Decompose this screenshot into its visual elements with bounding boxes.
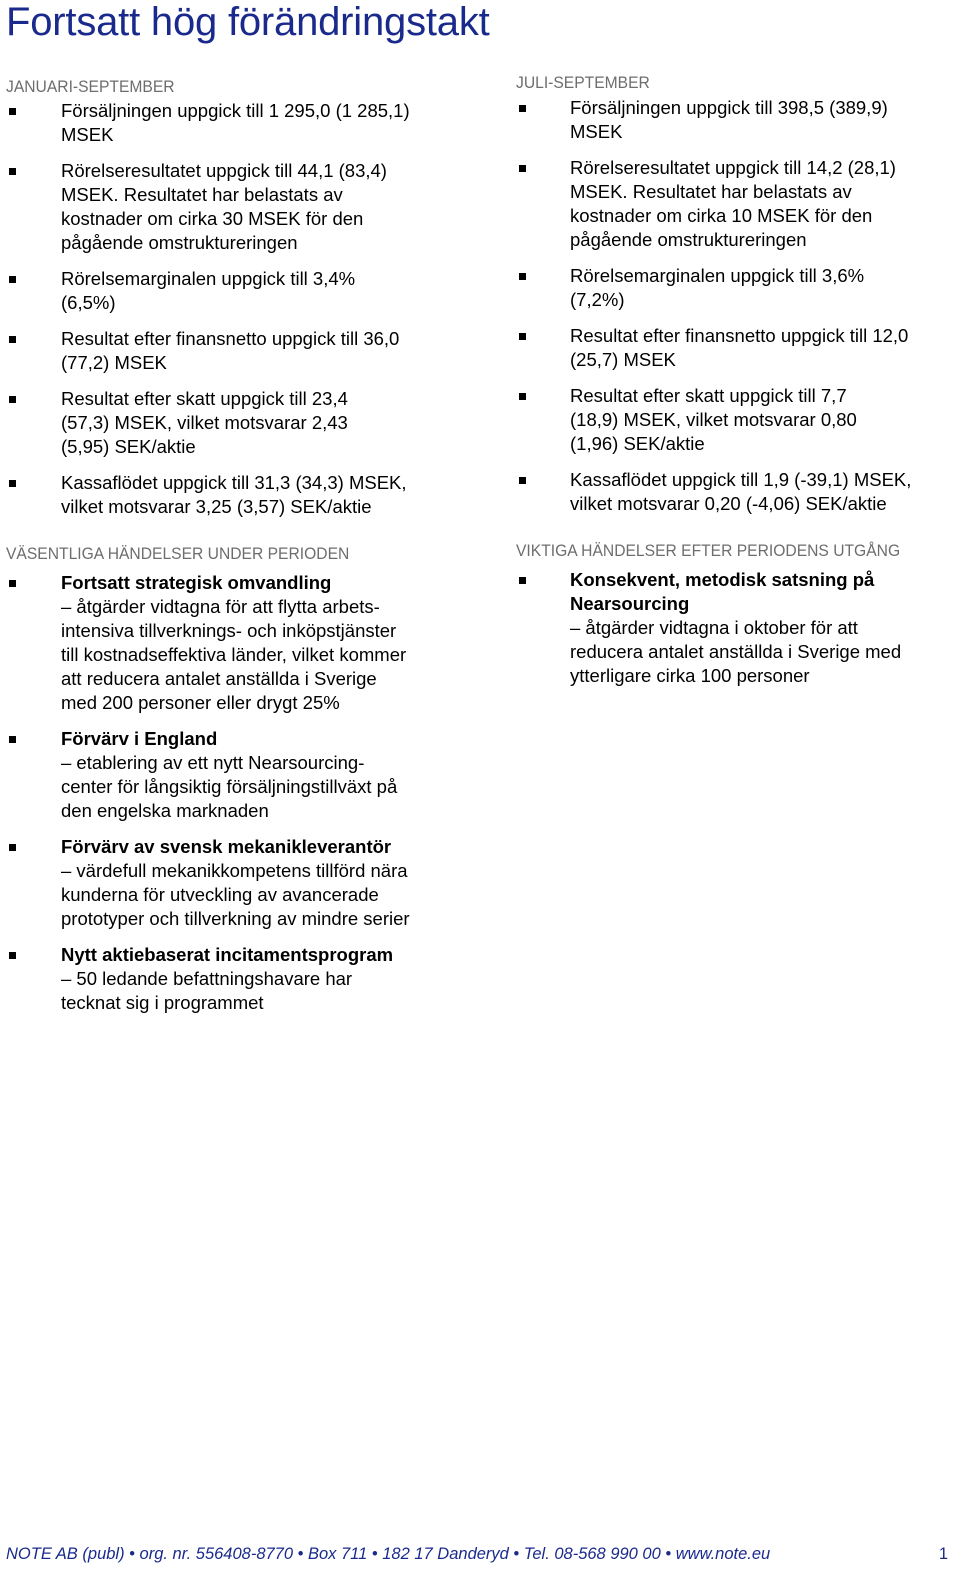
list-item-text: (6,5%) [61, 292, 116, 313]
square-bullet-icon [9, 952, 16, 959]
list-item [6, 471, 466, 519]
section-heading-after-period: VIKTIGA HÄNDELSER EFTER PERIODENS UTGÅNG [516, 541, 901, 560]
list-item-text: MSEK. Resultatet har belastats av [61, 184, 343, 205]
list-item [516, 324, 960, 372]
list-item-text: (77,2) MSEK [61, 352, 167, 373]
square-bullet-icon [519, 165, 526, 172]
event-description-line: – åtgärder vidtagna för att flytta arbets- [61, 596, 380, 617]
list-item-text: Kassaflödet uppgick till 31,3 (34,3) MSEK, [61, 472, 407, 493]
list-item-text: pågående omstruktureringen [570, 229, 807, 250]
page-title: Fortsatt hög förändringstakt [6, 0, 490, 44]
event-title: Fortsatt strategisk omvandling [61, 572, 332, 593]
event-item [6, 571, 466, 715]
list-item-text: (57,3) MSEK, vilket motsvarar 2,43 [61, 412, 348, 433]
square-bullet-icon [9, 396, 16, 403]
list-item [516, 384, 960, 456]
list-item-text: MSEK [570, 121, 623, 142]
list-item-text: MSEK [61, 124, 114, 145]
list-item-text: Resultat efter finansnetto uppgick till 12,0 [570, 325, 909, 346]
event-item [6, 943, 466, 1015]
section-heading-events: VÄSENTLIGA HÄNDELSER UNDER PERIODEN [6, 544, 350, 563]
key-figures-list-jan-sep [6, 99, 466, 519]
list-item-text: MSEK. Resultatet har belastats av [570, 181, 852, 202]
square-bullet-icon [9, 480, 16, 487]
square-bullet-icon [9, 580, 16, 587]
key-figures-list-jul-sep [516, 96, 960, 516]
square-bullet-icon [9, 276, 16, 283]
event-description-line: center för långsiktig försäljningstillväxt på [61, 776, 398, 797]
list-item-text: Kassaflödet uppgick till 1,9 (-39,1) MSEK, [570, 469, 912, 490]
page-number: 1 [938, 1545, 948, 1563]
list-item-text: Rörelseresultatet uppgick till 44,1 (83,4) [61, 160, 387, 181]
event-description-line: kunderna för utveckling av avancerade [61, 884, 379, 905]
event-description-line: den engelska marknaden [61, 800, 269, 821]
list-item-text: Försäljningen uppgick till 1 295,0 (1 285,1) [61, 100, 410, 121]
event-description-line: – värdefull mekanikkompetens tillförd nära [61, 860, 408, 881]
list-item-text: Resultat efter skatt uppgick till 7,7 [570, 385, 847, 406]
event-title: Förvärv av svensk mekanikleverantör [61, 836, 392, 857]
footer [6, 1545, 952, 1564]
square-bullet-icon [519, 105, 526, 112]
list-item-text: (18,9) MSEK, vilket motsvarar 0,80 [570, 409, 857, 430]
list-item-text: pågående omstruktureringen [61, 232, 298, 253]
event-description-line: att reducera antalet anställda i Sverige [61, 668, 377, 689]
event-description-line: – åtgärder vidtagna i oktober för att [570, 617, 858, 638]
event-description-line: prototyper och tillverkning av mindre serier [61, 908, 410, 929]
list-item-text: Försäljningen uppgick till 398,5 (389,9) [570, 97, 888, 118]
list-item-text: Rörelsemarginalen uppgick till 3,6% [570, 265, 865, 286]
list-item-text: Rörelsemarginalen uppgick till 3,4% [61, 268, 356, 289]
event-item [6, 727, 466, 823]
list-item [6, 267, 466, 315]
square-bullet-icon [9, 168, 16, 175]
list-item [6, 327, 466, 375]
event-title: Konsekvent, metodisk satsning på Nearsourcing [570, 569, 875, 614]
after-period-events-list [516, 568, 960, 688]
square-bullet-icon [9, 736, 16, 743]
list-item [516, 96, 960, 144]
event-description-line: intensiva tillverknings- och inköpstjänster [61, 620, 397, 641]
list-item-text: vilket motsvarar 3,25 (3,57) SEK/aktie [61, 496, 372, 517]
square-bullet-icon [519, 333, 526, 340]
list-item [516, 156, 960, 252]
section-heading-jul-sep: JULI-SEPTEMBER [516, 73, 650, 92]
right-column [516, 72, 960, 688]
footer-contact-text: NOTE AB (publ) • org. nr. 556408-8770 • Box 711 • 182 17 Danderyd • Tel. 08-568 990 00 • www.note.eu [6, 1545, 771, 1563]
list-item-text: Resultat efter finansnetto uppgick till 36,0 [61, 328, 400, 349]
event-description-line: med 200 personer eller drygt 25% [61, 692, 340, 713]
list-item-text: kostnader om cirka 10 MSEK för den [570, 205, 873, 226]
event-description-line: tecknat sig i programmet [61, 992, 264, 1013]
square-bullet-icon [9, 108, 16, 115]
event-description-line: reducera antalet anställda i Sverige med [570, 641, 902, 662]
list-item [6, 99, 466, 147]
event-item [516, 568, 960, 688]
event-description-line: till kostnadseffektiva länder, vilket kommer [61, 644, 407, 665]
list-item [516, 468, 960, 516]
list-item-text: (7,2%) [570, 289, 625, 310]
list-item [6, 159, 466, 255]
square-bullet-icon [9, 336, 16, 343]
square-bullet-icon [519, 577, 526, 584]
square-bullet-icon [519, 477, 526, 484]
list-item [516, 264, 960, 312]
events-list [6, 571, 466, 1015]
section-heading-jan-sep: JANUARI-SEPTEMBER [6, 77, 175, 96]
left-column [6, 72, 466, 1015]
list-item-text: kostnader om cirka 30 MSEK för den [61, 208, 364, 229]
event-description-line: ytterligare cirka 100 personer [570, 665, 810, 686]
square-bullet-icon [519, 393, 526, 400]
square-bullet-icon [519, 273, 526, 280]
list-item-text: (1,96) SEK/aktie [570, 433, 705, 454]
list-item-text: (5,95) SEK/aktie [61, 436, 196, 457]
list-item-text: Rörelseresultatet uppgick till 14,2 (28,1) [570, 157, 896, 178]
event-description-line: – 50 ledande befattningshavare har [61, 968, 353, 989]
list-item-text: (25,7) MSEK [570, 349, 676, 370]
event-item [6, 835, 466, 931]
event-title: Nytt aktiebaserat incitamentsprogram [61, 944, 394, 965]
square-bullet-icon [9, 844, 16, 851]
event-description-line: – etablering av ett nytt Nearsourcing- [61, 752, 365, 773]
list-item-text: Resultat efter skatt uppgick till 23,4 [61, 388, 348, 409]
list-item-text: vilket motsvarar 0,20 (-4,06) SEK/aktie [570, 493, 887, 514]
event-title: Förvärv i England [61, 728, 218, 749]
list-item [6, 387, 466, 459]
